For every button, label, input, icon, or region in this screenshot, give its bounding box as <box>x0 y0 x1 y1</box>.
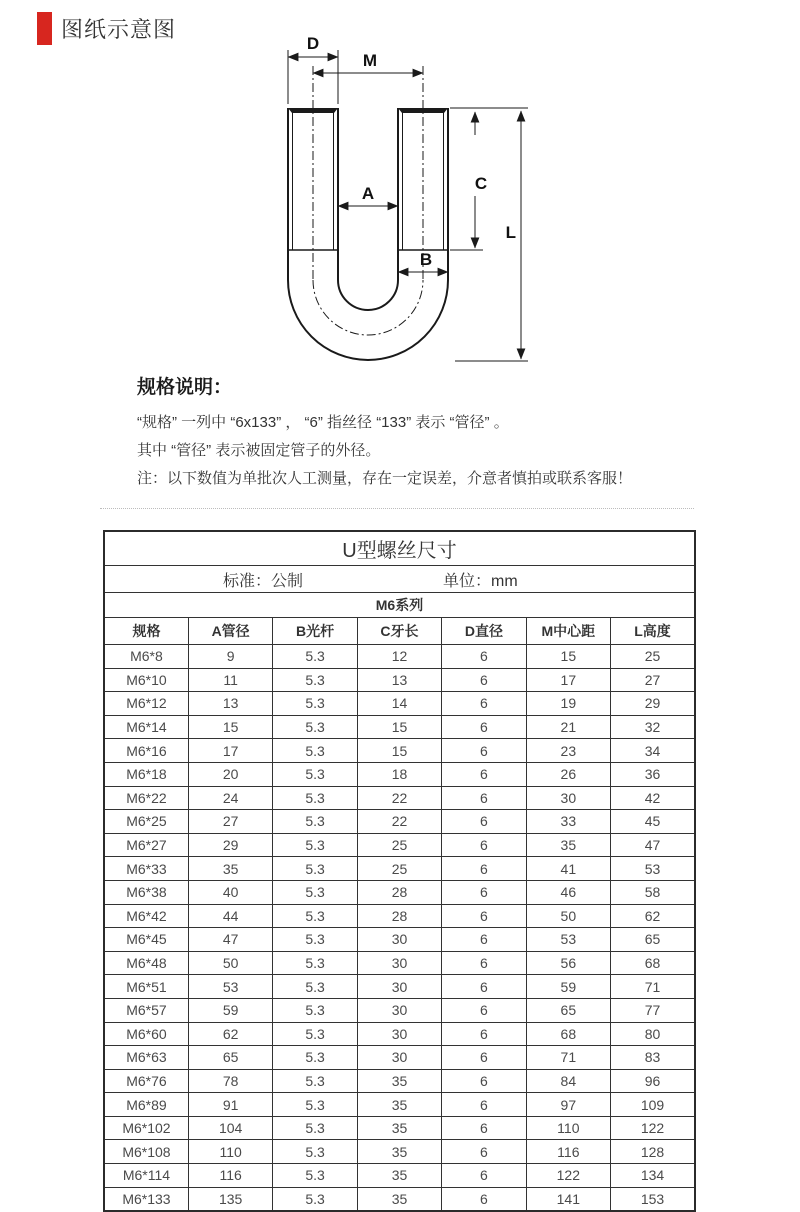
size-table <box>103 530 696 1212</box>
table-cell: 6 <box>442 1116 526 1140</box>
table-cell: 6 <box>442 810 526 834</box>
table-cell: 30 <box>357 1046 441 1070</box>
table-cell: 15 <box>357 739 441 763</box>
table-cell: 65 <box>526 998 610 1022</box>
table-row <box>104 951 695 975</box>
table-cell: 30 <box>357 998 441 1022</box>
table-row <box>104 786 695 810</box>
table-cell: 17 <box>188 739 272 763</box>
table-cell: 35 <box>357 1093 441 1117</box>
table-cell: 30 <box>357 1022 441 1046</box>
col-header-m: M中心距 <box>526 618 610 645</box>
table-cell: 96 <box>611 1069 695 1093</box>
table-cell: M6*27 <box>104 833 188 857</box>
table-cell: 91 <box>188 1093 272 1117</box>
u-bolt-technical-drawing <box>0 0 800 380</box>
table-cell: 26 <box>526 762 610 786</box>
table-cell: 46 <box>526 880 610 904</box>
table-cell: 6 <box>442 1046 526 1070</box>
table-cell: M6*42 <box>104 904 188 928</box>
table-body <box>104 645 695 1212</box>
table-cell: 47 <box>611 833 695 857</box>
table-cell: 6 <box>442 928 526 952</box>
table-row <box>104 975 695 999</box>
table-cell: 30 <box>357 975 441 999</box>
table-cell: 17 <box>526 668 610 692</box>
col-header-b: B光杆 <box>273 618 357 645</box>
table-cell: 5.3 <box>273 668 357 692</box>
table-row <box>104 1069 695 1093</box>
table-cell: 5.3 <box>273 1093 357 1117</box>
table-row <box>104 1164 695 1188</box>
table-cell: 5.3 <box>273 786 357 810</box>
table-cell: M6*114 <box>104 1164 188 1188</box>
table-cell: 5.3 <box>273 1116 357 1140</box>
table-cell: 110 <box>188 1140 272 1164</box>
table-cell: 15 <box>526 645 610 669</box>
table-cell: 5.3 <box>273 762 357 786</box>
table-cell: M6*60 <box>104 1022 188 1046</box>
table-cell: M6*16 <box>104 739 188 763</box>
table-cell: 122 <box>611 1116 695 1140</box>
table-cell: 15 <box>357 715 441 739</box>
table-cell: 153 <box>611 1187 695 1211</box>
table-cell: 40 <box>188 880 272 904</box>
table-cell: 6 <box>442 951 526 975</box>
table-row <box>104 1022 695 1046</box>
table-cell: M6*48 <box>104 951 188 975</box>
table-cell: 23 <box>526 739 610 763</box>
table-series-row <box>104 593 695 618</box>
table-cell: 58 <box>611 880 695 904</box>
dim-label-A: A <box>361 184 375 203</box>
table-cell: 6 <box>442 645 526 669</box>
table-cell: 5.3 <box>273 645 357 669</box>
dimension-lines <box>288 57 521 359</box>
dim-label-L: L <box>505 223 516 242</box>
table-header-row <box>104 618 695 645</box>
table-cell: 77 <box>611 998 695 1022</box>
table-cell: 5.3 <box>273 998 357 1022</box>
table-cell: 6 <box>442 998 526 1022</box>
dim-label-M: M <box>362 51 378 70</box>
table-cell: 47 <box>188 928 272 952</box>
table-cell: 29 <box>188 833 272 857</box>
table-cell: 41 <box>526 857 610 881</box>
table-cell: 35 <box>357 1164 441 1188</box>
table-cell: 25 <box>357 833 441 857</box>
table-row <box>104 1116 695 1140</box>
table-row <box>104 880 695 904</box>
table-cell: 53 <box>611 857 695 881</box>
table-cell: 25 <box>611 645 695 669</box>
table-cell: M6*8 <box>104 645 188 669</box>
table-title: U型螺丝尺寸 <box>104 531 695 566</box>
table-cell: 35 <box>526 833 610 857</box>
table-cell: 6 <box>442 1022 526 1046</box>
table-cell: 59 <box>188 998 272 1022</box>
table-cell: M6*45 <box>104 928 188 952</box>
table-cell: 6 <box>442 668 526 692</box>
table-cell: 5.3 <box>273 928 357 952</box>
spec-heading: 规格说明： <box>137 377 233 398</box>
table-cell: 5.3 <box>273 1140 357 1164</box>
table-cell: 14 <box>357 692 441 716</box>
table-cell: 53 <box>188 975 272 999</box>
table-cell: 116 <box>188 1164 272 1188</box>
section-title: 图纸示意图 <box>61 17 177 42</box>
table-cell: 6 <box>442 786 526 810</box>
table-cell: 15 <box>188 715 272 739</box>
dim-label-D: D <box>306 34 320 53</box>
table-cell: 6 <box>442 857 526 881</box>
spec-line-3: 注：以下数值为单批次人工测量，存在一定误差，介意者慎拍或联系客服！ <box>137 470 633 487</box>
table-cell: 116 <box>526 1140 610 1164</box>
table-row <box>104 739 695 763</box>
table-cell: 5.3 <box>273 951 357 975</box>
table-cell: 5.3 <box>273 1164 357 1188</box>
table-cell: 5.3 <box>273 1046 357 1070</box>
table-cell: 5.3 <box>273 833 357 857</box>
table-row <box>104 668 695 692</box>
table-cell: M6*14 <box>104 715 188 739</box>
table-cell: 68 <box>611 951 695 975</box>
table-cell: M6*89 <box>104 1093 188 1117</box>
table-cell: 56 <box>526 951 610 975</box>
table-cell: 97 <box>526 1093 610 1117</box>
table-cell: M6*63 <box>104 1046 188 1070</box>
table-row <box>104 1046 695 1070</box>
table-cell: 35 <box>357 1140 441 1164</box>
table-cell: 35 <box>357 1187 441 1211</box>
table-unit: 单位：mm <box>443 572 518 590</box>
table-cell: 78 <box>188 1069 272 1093</box>
table-cell: 141 <box>526 1187 610 1211</box>
table-cell: 5.3 <box>273 880 357 904</box>
table-row <box>104 810 695 834</box>
table-cell: 6 <box>442 833 526 857</box>
table-cell: 6 <box>442 762 526 786</box>
table-cell: 65 <box>611 928 695 952</box>
table-cell: 35 <box>357 1116 441 1140</box>
table-cell: 109 <box>611 1093 695 1117</box>
table-cell: 13 <box>357 668 441 692</box>
spec-note <box>137 372 737 493</box>
table-cell: 5.3 <box>273 739 357 763</box>
table-standard: 标准：公制 <box>223 572 304 590</box>
table-cell: M6*22 <box>104 786 188 810</box>
table-cell: 21 <box>526 715 610 739</box>
table-row <box>104 715 695 739</box>
table-cell: 6 <box>442 1069 526 1093</box>
table-row <box>104 762 695 786</box>
table-cell: 33 <box>526 810 610 834</box>
table-cell: M6*57 <box>104 998 188 1022</box>
table-cell: 50 <box>188 951 272 975</box>
table-cell: 6 <box>442 1164 526 1188</box>
table-cell: 104 <box>188 1116 272 1140</box>
table-cell: 25 <box>357 857 441 881</box>
table-cell: 6 <box>442 1140 526 1164</box>
table-cell: 19 <box>526 692 610 716</box>
table-cell: 53 <box>526 928 610 952</box>
table-row <box>104 1140 695 1164</box>
table-cell: 110 <box>526 1116 610 1140</box>
table-cell: 83 <box>611 1046 695 1070</box>
table-cell: 6 <box>442 692 526 716</box>
table-cell: M6*18 <box>104 762 188 786</box>
table-cell: 65 <box>188 1046 272 1070</box>
table-cell: 20 <box>188 762 272 786</box>
table-cell: 30 <box>357 928 441 952</box>
u-bolt-diagram-svg <box>0 0 800 380</box>
table-title-row <box>104 531 695 566</box>
table-cell: 28 <box>357 904 441 928</box>
table-cell: 35 <box>357 1069 441 1093</box>
table-cell: 5.3 <box>273 857 357 881</box>
table-cell: 36 <box>611 762 695 786</box>
thread-lines <box>293 113 444 250</box>
table-cell: 5.3 <box>273 715 357 739</box>
table-cell: 11 <box>188 668 272 692</box>
table-cell: 6 <box>442 715 526 739</box>
col-header-a: A管径 <box>188 618 272 645</box>
table-cell: 34 <box>611 739 695 763</box>
table-cell: 50 <box>526 904 610 928</box>
table-cell: 6 <box>442 904 526 928</box>
table-cell: 6 <box>442 880 526 904</box>
table-cell: 5.3 <box>273 904 357 928</box>
table-cell: 30 <box>357 951 441 975</box>
col-header-c: C牙长 <box>357 618 441 645</box>
table-row <box>104 928 695 952</box>
table-cell: 18 <box>357 762 441 786</box>
table-cell: 59 <box>526 975 610 999</box>
table-row <box>104 904 695 928</box>
table-cell: 5.3 <box>273 1069 357 1093</box>
table-cell: 9 <box>188 645 272 669</box>
table-cell: 68 <box>526 1022 610 1046</box>
u-bolt-outline <box>288 108 448 360</box>
dim-label-B: B <box>419 250 433 269</box>
table-cell: 32 <box>611 715 695 739</box>
col-header-d: D直径 <box>442 618 526 645</box>
table-cell: 6 <box>442 975 526 999</box>
table-row <box>104 857 695 881</box>
table-cell: 42 <box>611 786 695 810</box>
table-cell: 22 <box>357 810 441 834</box>
col-header-spec: 规格 <box>104 618 188 645</box>
table-cell: 71 <box>611 975 695 999</box>
table-row <box>104 692 695 716</box>
table-cell: M6*12 <box>104 692 188 716</box>
table-cell: 6 <box>442 739 526 763</box>
table-row <box>104 998 695 1022</box>
table-cell: M6*102 <box>104 1116 188 1140</box>
table-cell: 35 <box>188 857 272 881</box>
table-cell: 122 <box>526 1164 610 1188</box>
dotted-divider <box>100 508 694 509</box>
table-cell: M6*76 <box>104 1069 188 1093</box>
table-cell: 5.3 <box>273 810 357 834</box>
table-cell: 135 <box>188 1187 272 1211</box>
table-meta-row <box>104 566 695 593</box>
table-cell: M6*133 <box>104 1187 188 1211</box>
table-series: M6系列 <box>104 593 695 618</box>
table-cell: 13 <box>188 692 272 716</box>
extension-lines <box>288 50 528 361</box>
table-cell: 12 <box>357 645 441 669</box>
table-cell: 45 <box>611 810 695 834</box>
table-cell: 30 <box>526 786 610 810</box>
table-cell: 22 <box>357 786 441 810</box>
table-cell: 62 <box>611 904 695 928</box>
table-cell: 80 <box>611 1022 695 1046</box>
table-cell: 5.3 <box>273 975 357 999</box>
table-row <box>104 645 695 669</box>
table-cell: 24 <box>188 786 272 810</box>
dim-label-C: C <box>474 174 488 193</box>
table-row <box>104 1093 695 1117</box>
table-cell: 134 <box>611 1164 695 1188</box>
table-cell: 128 <box>611 1140 695 1164</box>
table-cell: 5.3 <box>273 1187 357 1211</box>
spec-line-1: “规格” 一列中 “6x133” ， “6” 指丝径 “133” 表示 “管径” 。 <box>137 414 509 431</box>
table-cell: 44 <box>188 904 272 928</box>
table-cell: 5.3 <box>273 692 357 716</box>
table-cell: 5.3 <box>273 1022 357 1046</box>
table-cell: M6*25 <box>104 810 188 834</box>
table-cell: M6*51 <box>104 975 188 999</box>
table-cell: 28 <box>357 880 441 904</box>
spec-line-2: 其中 “管径” 表示被固定管子的外径。 <box>137 442 381 459</box>
table-row <box>104 1187 695 1211</box>
table-cell: 29 <box>611 692 695 716</box>
table-cell: M6*108 <box>104 1140 188 1164</box>
table-cell: M6*33 <box>104 857 188 881</box>
table-cell: 27 <box>188 810 272 834</box>
table-cell: 84 <box>526 1069 610 1093</box>
table-cell: 6 <box>442 1093 526 1117</box>
table-cell: 6 <box>442 1187 526 1211</box>
table-cell: M6*10 <box>104 668 188 692</box>
table-cell: 62 <box>188 1022 272 1046</box>
table-cell: 27 <box>611 668 695 692</box>
table-row <box>104 833 695 857</box>
col-header-l: L高度 <box>611 618 695 645</box>
table-cell: M6*38 <box>104 880 188 904</box>
table-cell: 71 <box>526 1046 610 1070</box>
